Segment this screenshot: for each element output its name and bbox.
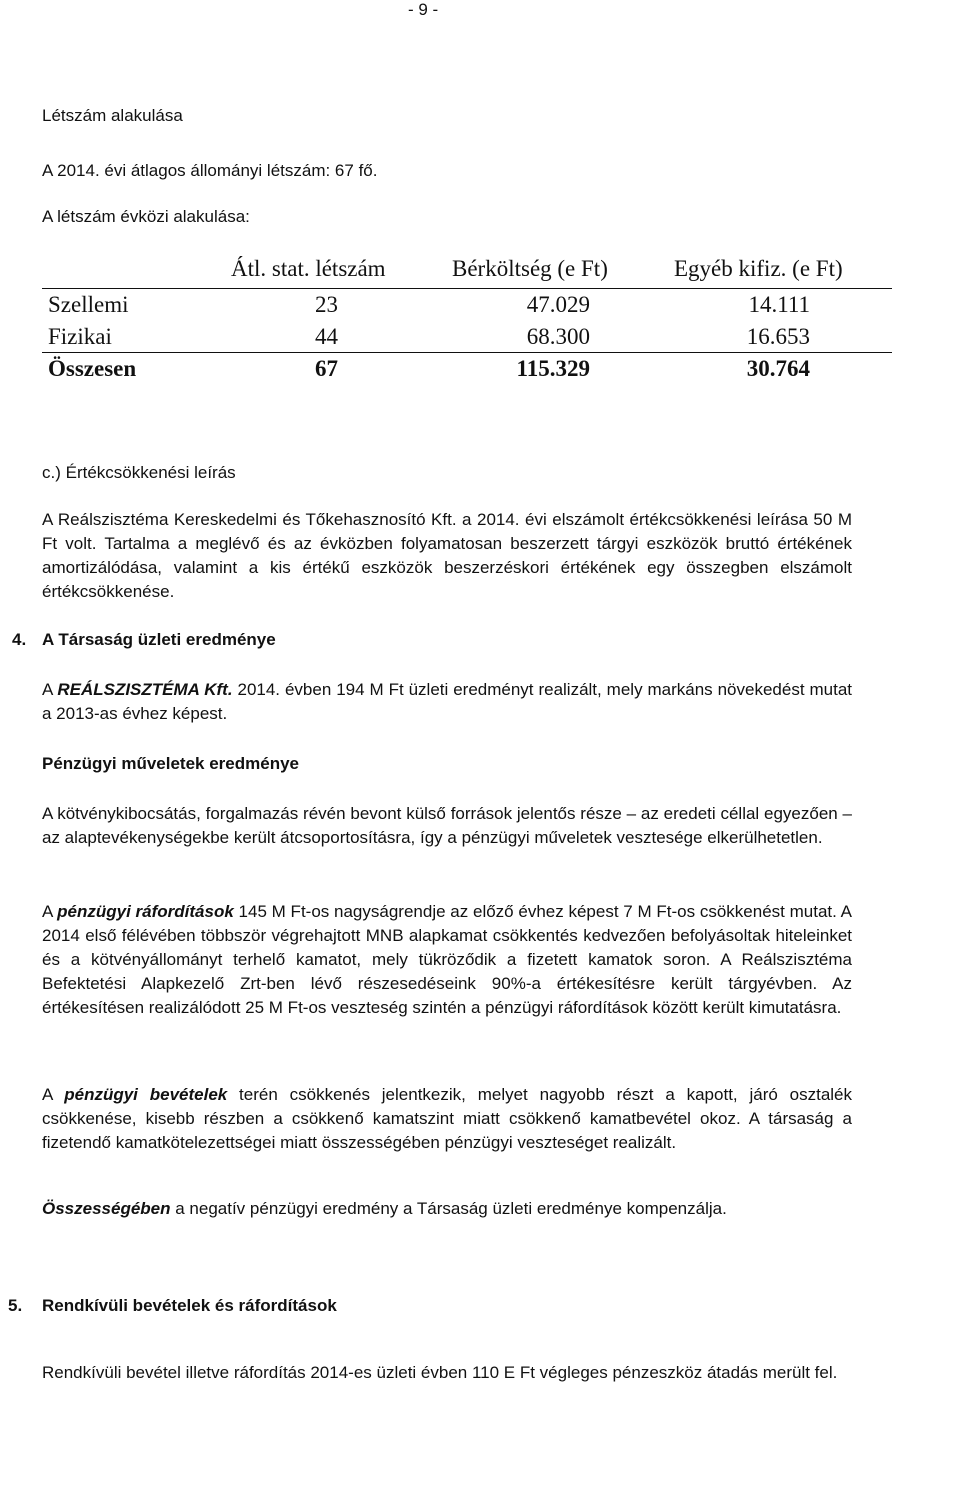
- depreciation-paragraph: A Reálszisztéma Kereskedelmi és Tőkehasznosító Kft. a 2014. évi elszámolt értékcsökkenési leírása 50 M Ft volt. Tartalma a meglévő és az évközben folyamatosan beszerzett tárgyi eszközök bruttó értékének amortizálódása, valamint a kis értékű eszközök beszerzéskori értékének egy összegben elszámolt értékcsökkenése.: [42, 510, 852, 601]
- result-prefix: A: [42, 680, 58, 699]
- cell-headcount: 44: [315, 324, 338, 349]
- p3-prefix: A: [42, 1085, 65, 1104]
- company-name: REÁLSZISZTÉMA Kft.: [57, 680, 233, 699]
- page-number: - 9 -: [408, 0, 439, 19]
- table-row: [42, 292, 892, 324]
- financial-paragraph-2: [42, 900, 852, 1020]
- section-heading-financial: Pénzügyi műveletek eredménye: [42, 754, 300, 773]
- cell-other: 16.653: [746, 324, 810, 349]
- p4-text: a negatív pénzügyi eredmény a Társaság üzleti eredménye kompenzálja.: [170, 1199, 727, 1218]
- section-number-4: 4.: [12, 630, 27, 649]
- headcount-intro: A létszám évközi alakulása:: [42, 207, 250, 226]
- p2-text: 145 M Ft-os nagyságrendje az előző évhez képest 7 M Ft-os csökkenést mutat. A 2014 első félévében többször végrehajtott MNB alapkamat csökkentés kedvezően befolyásoltak hiteleinket és a kötvényállományt terhelő kamatot, mely tükröződik a fizetett kamatok soron. A Reálszisztéma Befektetési Alapkezelő Zrt-ben lévő részesedéseink 90%-a értékesítésre került tárgyévben. Az értékesítésen realizálódott 25 M Ft-os veszteség szintén a pénzügyi ráfordítások között került kimutatásra.: [42, 902, 853, 1017]
- section-heading-depreciation: c.) Értékcsökkenési leírás: [42, 463, 236, 482]
- cell-other: 30.764: [746, 356, 810, 381]
- table-header-rule: [42, 288, 892, 289]
- cell-wages: 115.329: [516, 356, 590, 381]
- cell-other: 14.111: [748, 292, 810, 317]
- p3-text: terén csökkenés jelentkezik, melyet nagyobb részt a kapott, járó osztalék csökkenése, kisebb részben a csökkenő kamatszint miatt csökkenő kamatbevétel okoz. A társaság a fizetendő kamatkötelezettségei miatt összességében pénzügyi veszteséget realizált.: [42, 1085, 853, 1152]
- cell-headcount: 23: [315, 292, 338, 317]
- col-header-other: Egyéb kifiz. (e Ft): [674, 256, 843, 281]
- table-total-rule: [42, 352, 892, 353]
- extraordinary-paragraph: Rendkívüli bevétel illetve ráfordítás 2014-es üzleti évben 110 E Ft végleges pénzeszköz átadás merült fel.: [42, 1363, 838, 1382]
- overall-term: Összességében: [42, 1199, 171, 1218]
- financial-paragraph-1: A kötvénykibocsátás, forgalmazás révén bevont külső források jelentős része – az eredeti céllal egyezően – az alaptevékenységekbe került átcsoportosításra, így a pénzügyi műveletek vesztesége elkerülhetetlen.: [42, 804, 852, 847]
- cell-wages: 68.300: [526, 324, 590, 349]
- row-label: Fizikai: [48, 324, 112, 349]
- cell-headcount: 67: [315, 356, 338, 381]
- avg-headcount-line: A 2014. évi átlagos állományi létszám: 67 fő.: [42, 161, 378, 180]
- financial-paragraph-4: [42, 1197, 852, 1221]
- financial-paragraph-3: [42, 1083, 852, 1155]
- table-header-row: [42, 256, 892, 288]
- col-header-headcount: Átl. stat. létszám: [231, 256, 386, 281]
- result-paragraph: [42, 678, 852, 726]
- row-label: Szellemi: [48, 292, 129, 317]
- section-heading-result: A Társaság üzleti eredménye: [42, 630, 276, 649]
- table-row-total: [42, 356, 892, 388]
- section-heading-headcount: Létszám alakulása: [42, 106, 183, 125]
- financial-expenses-term: pénzügyi ráfordítások: [57, 902, 234, 921]
- col-header-wages: Bérköltség (e Ft): [452, 256, 608, 281]
- result-text: 2014. évben 194 M Ft üzleti eredményt realizált, mely markáns növekedést mutat a 2013-as évhez képest.: [42, 680, 852, 723]
- section-heading-extraordinary: Rendkívüli bevételek és ráfordítások: [42, 1296, 337, 1315]
- p2-prefix: A: [42, 902, 58, 921]
- section-number-5: 5.: [8, 1296, 23, 1315]
- row-label: Összesen: [48, 356, 137, 381]
- financial-income-term: pénzügyi bevételek: [64, 1085, 228, 1104]
- cell-wages: 47.029: [526, 292, 590, 317]
